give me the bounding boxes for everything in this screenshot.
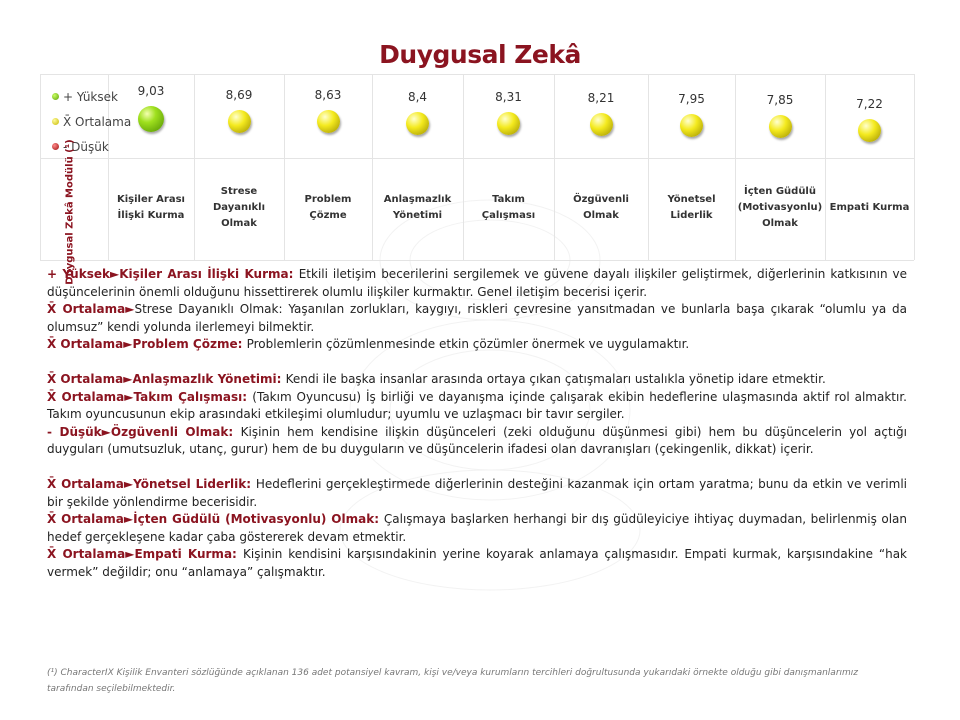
score-ball-1 xyxy=(138,106,164,132)
legend-item-average xyxy=(52,109,131,134)
description-level: - Düşük xyxy=(47,424,102,439)
score-ball-5 xyxy=(497,112,520,135)
description-level: X̄ Ortalama xyxy=(47,477,124,491)
description-item xyxy=(47,336,907,354)
category-label-5: Takım Çalışması xyxy=(481,194,536,221)
description-text: Kişinin hem kendisine ilişkin düşünceleri (zeki olduğunu düşünmesi gibi) hem bu düşüncelerin yol açtığı duyguları (umutsuzluk, utanç, gurur) hem de bu duyguların ve düşüncelerin ifadesi olan davranışları (çekingenlik, dikkat) içerir. xyxy=(47,424,908,456)
score-ball-6 xyxy=(590,113,613,136)
grid-vline xyxy=(914,74,915,260)
description-name: Kişiler Arası İlişki Kurma: xyxy=(119,267,299,281)
yellow-dot-icon xyxy=(52,118,59,125)
grid-vline xyxy=(463,74,464,260)
description-level: X̄ Ortalama xyxy=(47,547,126,561)
description-name: Özgüvenli Olmak: xyxy=(110,424,241,439)
score-label-1: 9,03 xyxy=(137,84,165,99)
description-level: X̄ Ortalama xyxy=(47,512,124,526)
score-label-8: 7,85 xyxy=(766,93,794,108)
description-text: Problemlerin çözümlenmesinde etkin çözümler önermek ve uygulamaktır. xyxy=(246,337,690,351)
legend-label-average: X̄ Ortalama xyxy=(63,114,132,129)
description-level: + Yüksek xyxy=(47,267,110,281)
arrow-separator-icon: ► xyxy=(101,424,111,439)
grid-vline xyxy=(40,74,41,260)
arrow-separator-icon: ► xyxy=(123,337,133,351)
description-text: Etkili iletişim becerilerini sergilemek ve güvene dayalı ilişkiler geliştirmek, diğerlerinin katkısının ve düşüncelerinin önemli olduğunu hissettirerek olumlu ilişkiler kurmaktır. Genel iletişim becerisi içerir. xyxy=(47,267,907,299)
category-label-9: Empati Kurma xyxy=(829,202,910,213)
score-ball-4 xyxy=(406,112,429,135)
score-ball-8 xyxy=(769,115,792,138)
score-ball-3 xyxy=(317,110,340,133)
description-name: Problem Çözme: xyxy=(132,337,247,351)
arrow-separator-icon: ► xyxy=(125,302,135,316)
category-label-6: Özgüvenli Olmak xyxy=(573,194,629,221)
arrow-separator-icon: ► xyxy=(123,512,134,526)
red-dot-icon xyxy=(52,143,59,150)
score-label-7: 7,95 xyxy=(678,92,705,107)
arrow-separator-icon: ► xyxy=(123,372,133,386)
footnote: (¹) CharacterIX Kişilik Envanteri sözlüğünde açıklanan 136 adet potansiyel kavram, kişi ve/veya kurumların tercihleri doğrultusunda yukarıdaki örnekte olduğu gibi danışmanlarımız tarafından seçilebilmektedir. xyxy=(47,668,859,694)
legend-label-high: + Yüksek xyxy=(63,89,118,104)
grid-vline xyxy=(372,74,373,260)
score-label-5: 8,31 xyxy=(495,90,522,105)
description-item xyxy=(47,511,907,546)
description-name: Takım Çalışması: xyxy=(133,389,253,404)
description-level: X̄ Ortalama xyxy=(47,337,124,351)
module-label-text: Duygusal Zekâ Modülü (¹) xyxy=(64,139,76,285)
grid-vline xyxy=(825,74,826,260)
category-label-3: Problem Çözme xyxy=(304,194,352,221)
description-text: Çalışmaya başlarken herhangi bir dış güdüleyiciye ihtiyaç duymadan, belirlenmiş olan hedef gerçekleşene kadar çaba göstererek devam etmektir. xyxy=(47,512,907,544)
arrow-separator-icon: ► xyxy=(123,477,134,491)
description-item xyxy=(47,476,907,511)
description-list xyxy=(47,266,907,581)
score-label-9: 7,22 xyxy=(856,97,883,112)
description-item xyxy=(47,301,907,336)
description-level: X̄ Ortalama xyxy=(47,372,124,386)
score-ball-2 xyxy=(228,110,251,133)
description-text: Hedeflerini gerçekleştirmede diğerlerinin desteğini kazanmak için ortam yaratma; bunu da etkin ve verimli bir şekilde yönlendirme becerisidir. xyxy=(47,477,907,509)
page-title: Duygusal Zekâ xyxy=(379,40,581,69)
description-item xyxy=(47,266,907,301)
legend-label-low: - Düşük xyxy=(63,139,109,154)
arrow-separator-icon: ► xyxy=(125,547,135,561)
score-label-3: 8,63 xyxy=(314,88,342,103)
grid-hline xyxy=(40,158,914,159)
grid-vline xyxy=(735,74,736,260)
grid-hline xyxy=(40,74,914,75)
category-label-2: Strese Dayanıklı Olmak xyxy=(212,186,266,229)
score-label-4: 8,4 xyxy=(407,89,428,104)
arrow-separator-icon: ► xyxy=(124,389,134,404)
category-label-8: İçten Güdülü (Motivasyonlu) Olmak xyxy=(737,186,823,229)
description-item xyxy=(47,546,907,581)
score-ball-7 xyxy=(680,114,703,137)
description-level: X̄ Ortalama xyxy=(47,389,125,404)
description-text: Strese Dayanıklı Olmak: Yaşanılan zorlukları, kaygıyı, riskleri çevresine yansıtmadan ve bunlarla başa çıkarak “olumlu ya da olumsuz” kendi yolunda ilerlemeyi bilmektir. xyxy=(47,302,907,334)
arrow-separator-icon: ► xyxy=(109,267,120,281)
grid-vline xyxy=(284,74,285,260)
description-item xyxy=(47,389,907,424)
description-item xyxy=(47,424,907,459)
description-name: İçten Güdülü (Motivasyonlu) Olmak: xyxy=(133,512,384,526)
grid-vline xyxy=(194,74,195,260)
category-label-7: Yönetsel Liderlik xyxy=(667,194,716,221)
legend-item-high xyxy=(52,84,131,109)
score-label-6: 8,21 xyxy=(587,90,615,105)
grid-vline xyxy=(554,74,555,260)
description-text: (Takım Oyuncusu) İş birliği ve dayanışma içinde çalışarak ekibin hedeflerine ulaşmasında aktif rol almaktır. Takım oyuncusunun ekip arasındaki etkileşimi olumludur; uyumlu ve uzlaşmacı bir tavır sergiler. xyxy=(47,389,907,421)
description-name: Yönetsel Liderlik: xyxy=(133,477,256,491)
description-name: Anlaşmazlık Yönetimi: xyxy=(132,372,286,386)
grid-vline xyxy=(648,74,649,260)
description-text: Kişinin kendisini karşısındakinin yerine koyarak anlamaya çalışmasıdır. Empati kurmak, karşısındakine “hak vermek” değildir; onu “anlamaya” çalışmaktır. xyxy=(47,547,907,579)
green-dot-icon xyxy=(52,93,59,100)
description-level: X̄ Ortalama xyxy=(47,302,126,316)
category-label-4: Anlaşmazlık Yönetimi xyxy=(383,194,452,221)
description-text: Kendi ile başka insanlar arasında ortaya çıkan çatışmaları ustalıkla yönetip idare etmektir. xyxy=(285,372,826,386)
description-item xyxy=(47,371,907,389)
grid-hline xyxy=(40,260,914,261)
score-ball-9 xyxy=(858,119,881,142)
score-label-2: 8,69 xyxy=(225,87,253,102)
description-name: Empati Kurma: xyxy=(134,547,244,561)
category-label-1: Kişiler Arası İlişki Kurma xyxy=(117,194,185,221)
